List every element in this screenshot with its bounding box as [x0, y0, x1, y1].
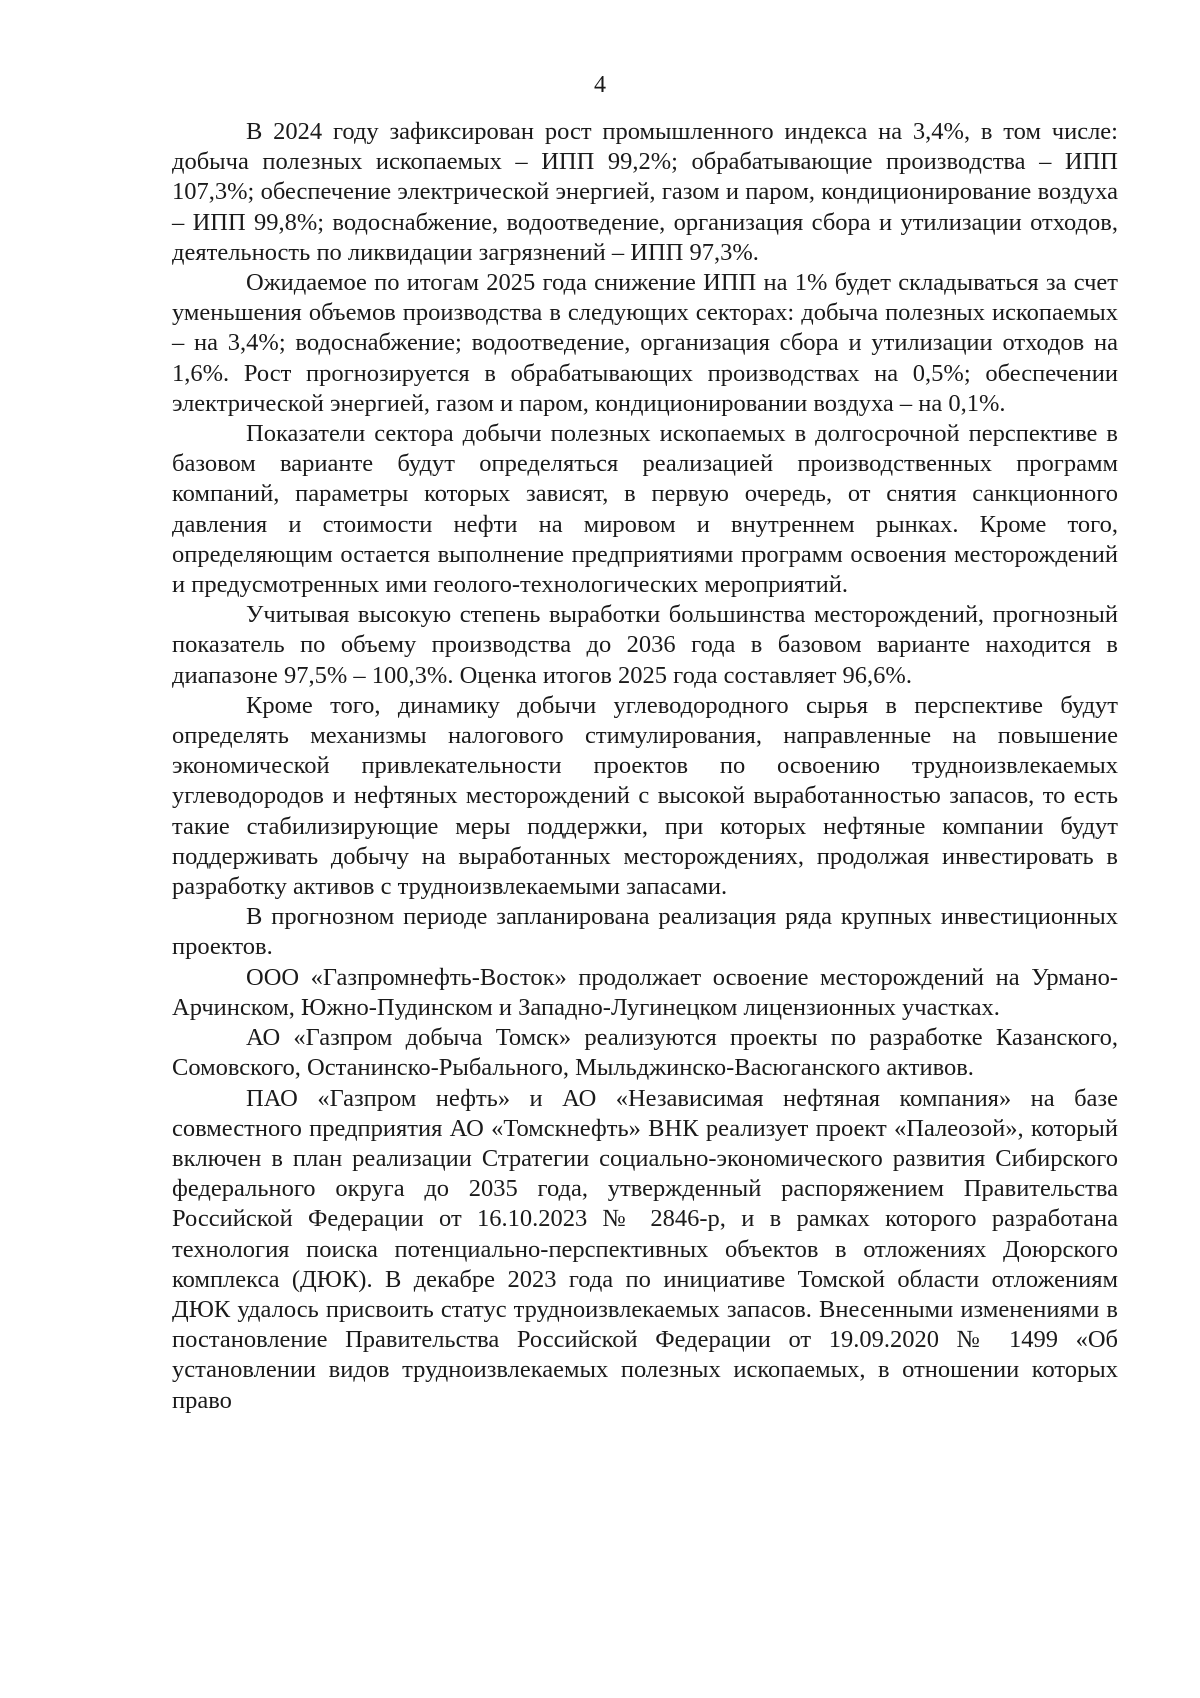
paragraph-investment-projects: В прогнозном периоде запланирована реализация ряда крупных инвестиционных проектов.	[172, 903, 1118, 961]
paragraph-paleozoy-project: ПАО «Газпром нефть» и АО «Независимая нефтяная компания» на базе совместного предприятия АО «Томскнефть» ВНК реализует проект «Палеозой», который включен в план реализации Стратегии социально-экономического развития Сибирского федерального округа до 2035 года, утвержденный распоряжением Правительства Российской Федерации от 16.10.2023 № 2846-р, и в рамках которого разработана технология поиска потенциально-перспективных объектов в отложениях Доюрского комплекса (ДЮК). В декабре 2023 года по инициативе Томской области отложениям ДЮК удалось присвоить статус трудноизвлекаемых запасов. Внесенными изменениями в постановление Правительства Российской Федерации от 19.09.2020 № 1499 «Об установлении видов трудноизвлекаемых полезных ископаемых, в отношении которых право	[172, 1084, 1118, 1414]
paragraph-production-forecast: Учитывая высокую степень выработки большинства месторождений, прогнозный показатель по объему производства до 2036 года в базовом варианте находится в диапазоне 97,5% – 100,3%. Оценка итогов 2025 года составляет 96,6%.	[172, 601, 1118, 689]
paragraph-expected-2025-decline: Ожидаемое по итогам 2025 года снижение ИПП на 1% будет складываться за счет уменьшения объемов производства в следующих секторах: добыча полезных ископаемых – на 3,4%; водоснабжение; водоотведение, организация сбора и утилизации отходов на 1,6%. Рост прогнозируется в обрабатывающих производствах на 0,5%; обеспечении электрической энергией, газом и паром, кондиционировании воздуха – на 0,1%.	[172, 269, 1118, 417]
page-number: 4	[594, 72, 606, 98]
paragraph-industrial-index-2024: В 2024 году зафиксирован рост промышленного индекса на 3,4%, в том числе: добыча полезных ископаемых – ИПП 99,2%; обрабатывающие производства – ИПП 107,3%; обеспечение электрической энергией, газом и паром, кондиционирование воздуха – ИПП 99,8%; водоснабжение, водоотведение, организация сбора и утилизации отходов, деятельность по ликвидации загрязнений – ИПП 97,3%.	[172, 118, 1118, 266]
document-body	[172, 117, 1118, 1416]
paragraph-tax-incentives: Кроме того, динамику добычи углеводородного сырья в перспективе будут определять механизмы налогового стимулирования, направленные на повышение экономической привлекательности проектов по освоению трудноизвлекаемых углеводородов и нефтяных месторождений с высокой выработанностью запасов, то есть такие стабилизирующие меры поддержки, при которых нефтяные компании будут поддерживать добычу на выработанных месторождениях, продолжая инвестировать в разработку активов с трудноизвлекаемыми запасами.	[172, 691, 1118, 901]
paragraph-gazpromneft-vostok: ООО «Газпромнефть-Восток» продолжает освоение месторождений на Урмано-Арчинском, Южно-Пудинском и Западно-Лугинецком лицензионных участках.	[172, 963, 1118, 1021]
paragraph-gazprom-dobycha-tomsk: АО «Газпром добыча Томск» реализуются проекты по разработке Казанского, Сомовского, Останинско-Рыбального, Мыльджинско-Васюганского активов.	[172, 1024, 1118, 1082]
paragraph-mining-sector-outlook: Показатели сектора добычи полезных ископаемых в долгосрочной перспективе в базовом варианте будут определяться реализацией производственных программ компаний, параметры которых зависят, в первую очередь, от снятия санкционного давления и стоимости нефти на мировом и внутреннем рынках. Кроме того, определяющим остается выполнение предприятиями программ освоения месторождений и предусмотренных ими геолого-технологических мероприятий.	[172, 420, 1118, 599]
